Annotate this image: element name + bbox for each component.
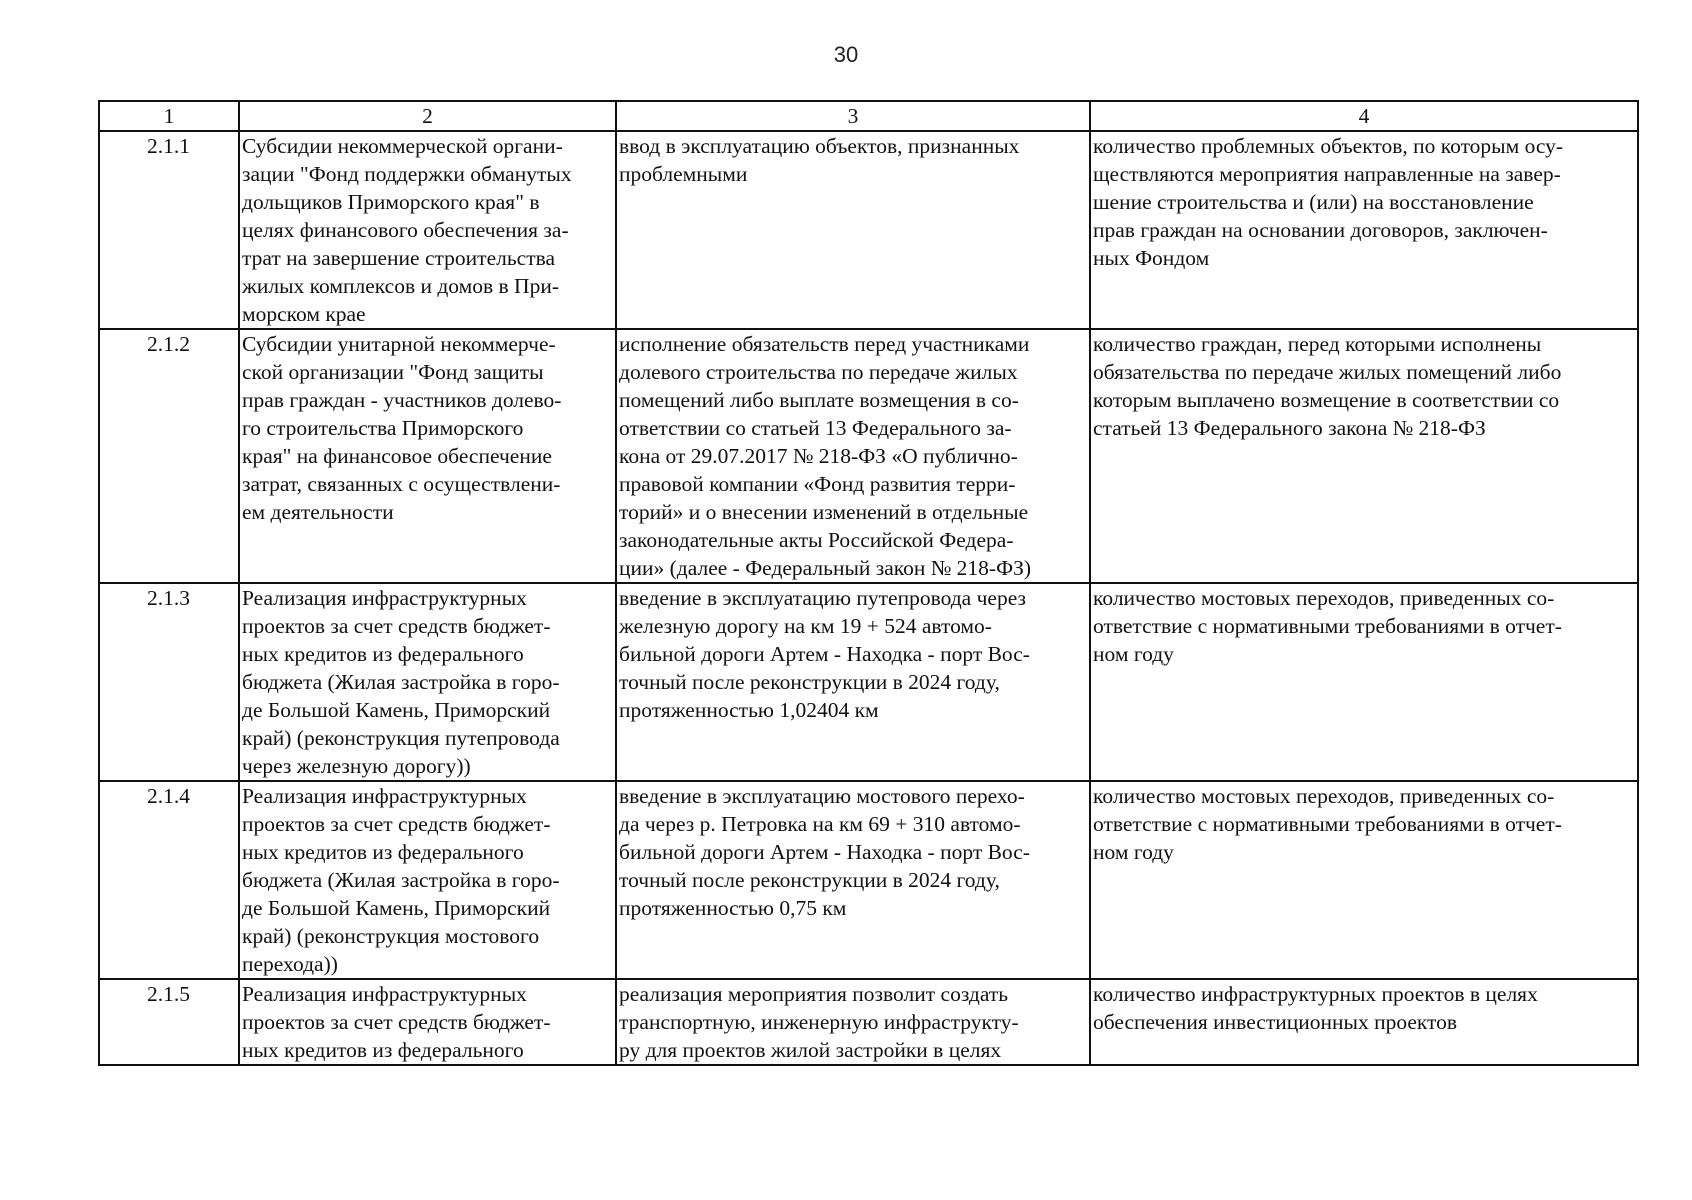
expected-result-cell <box>616 979 1090 1065</box>
expected-result-cell <box>616 583 1090 781</box>
indicator-text: количество мостовых переходов, приведенных со- ответствие с нормативными требованиями в отчет- ном году <box>1093 586 1562 666</box>
activity-name-cell <box>239 781 616 979</box>
row-number-cell: 2.1.5 <box>99 979 239 1065</box>
expected-result-cell <box>616 329 1090 583</box>
indicator-cell <box>1090 329 1638 583</box>
column-header-4: 4 <box>1090 101 1638 131</box>
expected-result-cell <box>616 131 1090 329</box>
expected-result-text: введение в эксплуатацию мостового перехо- да через р. Петровка на км 69 + 310 автомо- бильной дороги Артем - Находка - порт Вос- точный после реконструкции в 2024 году, протяженностью 0,75 км <box>619 784 1030 920</box>
activity-name-text: Реализация инфраструктурных проектов за счет средств бюджет- ных кредитов из федерального бюджета (Жилая застройка в горо- де Большой Камень, Приморский край) (реконструкция путепровода через железную дорогу)) <box>242 586 560 778</box>
expected-result-text: исполнение обязательств перед участниками долевого строительства по передаче жилых помещений либо выплате возмещения в со- ответствии со статьей 13 Федерального за- кона от 29.07.2017 № 218-ФЗ «О публично- правовой компании «Фонд развития терри- торий» и о внесении изменений в отдельные законодательные акты Российской Федера- ции» (далее - Федеральный закон № 218-ФЗ) <box>619 332 1032 580</box>
table-header-row <box>99 101 1638 131</box>
column-header-2: 2 <box>239 101 616 131</box>
indicator-text: количество граждан, перед которыми исполнены обязательства по передаче жилых помещений либо которым выплачено возмещение в соответствии со статьей 13 Федерального закона № 218-ФЗ <box>1093 332 1562 440</box>
table-row <box>99 781 1638 979</box>
indicator-text: количество инфраструктурных проектов в целях обеспечения инвестиционных проектов <box>1093 982 1538 1034</box>
page-number: 30 <box>833 42 859 67</box>
expected-result-text: введение в эксплуатацию путепровода через железную дорогу на км 19 + 524 автомо- бильной дороги Артем - Находка - порт Вос- точный после реконструкции в 2024 году, протяженностью 1,02404 км <box>619 586 1030 722</box>
activity-name-text: Реализация инфраструктурных проектов за счет средств бюджет- ных кредитов из федерального <box>242 982 551 1062</box>
table-row <box>99 583 1638 781</box>
row-number-cell: 2.1.2 <box>99 329 239 583</box>
activity-name-text: Субсидии унитарной некоммерче- ской организации "Фонд защиты прав граждан - участников долево- го строительства Приморского края" на финансовое обеспечение затрат, связанных с осуществлени- ем деятельности <box>242 332 562 524</box>
indicator-cell <box>1090 131 1638 329</box>
activity-name-cell <box>239 979 616 1065</box>
column-header-3: 3 <box>616 101 1090 131</box>
expected-result-text: реализация мероприятия позволит создать транспортную, инженерную инфраструкту- ру для проектов жилой застройки в целях <box>619 982 1019 1062</box>
indicator-cell <box>1090 979 1638 1065</box>
activity-name-text: Реализация инфраструктурных проектов за счет средств бюджет- ных кредитов из федерального бюджета (Жилая застройка в горо- де Большой Камень, Приморский край) (реконструкция мостового перехода)) <box>242 784 560 976</box>
column-header-1: 1 <box>99 101 239 131</box>
expected-result-text: ввод в эксплуатацию объектов, признанных проблемными <box>619 134 1020 186</box>
indicator-cell <box>1090 781 1638 979</box>
indicator-text: количество мостовых переходов, приведенных со- ответствие с нормативными требованиями в отчет- ном году <box>1093 784 1562 864</box>
table-row <box>99 329 1638 583</box>
activity-name-cell <box>239 583 616 781</box>
row-number-cell: 2.1.1 <box>99 131 239 329</box>
table-row <box>99 131 1638 329</box>
indicator-text: количество проблемных объектов, по которым осу- ществляются мероприятия направленные на завер- шение строительства и (или) на восстановление прав граждан на основании договоров, заключен- ных Фондом <box>1093 134 1564 270</box>
row-number-cell: 2.1.4 <box>99 781 239 979</box>
expected-result-cell <box>616 781 1090 979</box>
program-activities-table <box>98 100 1639 1066</box>
table-row <box>99 979 1638 1065</box>
activity-name-cell <box>239 131 616 329</box>
activity-name-text: Субсидии некоммерческой органи- зации "Фонд поддержки обманутых дольщиков Приморского края" в целях финансового обеспечения за- трат на завершение строительства жилых комплексов и домов в При- морском крае <box>242 134 572 326</box>
activity-name-cell <box>239 329 616 583</box>
row-number-cell: 2.1.3 <box>99 583 239 781</box>
indicator-cell <box>1090 583 1638 781</box>
